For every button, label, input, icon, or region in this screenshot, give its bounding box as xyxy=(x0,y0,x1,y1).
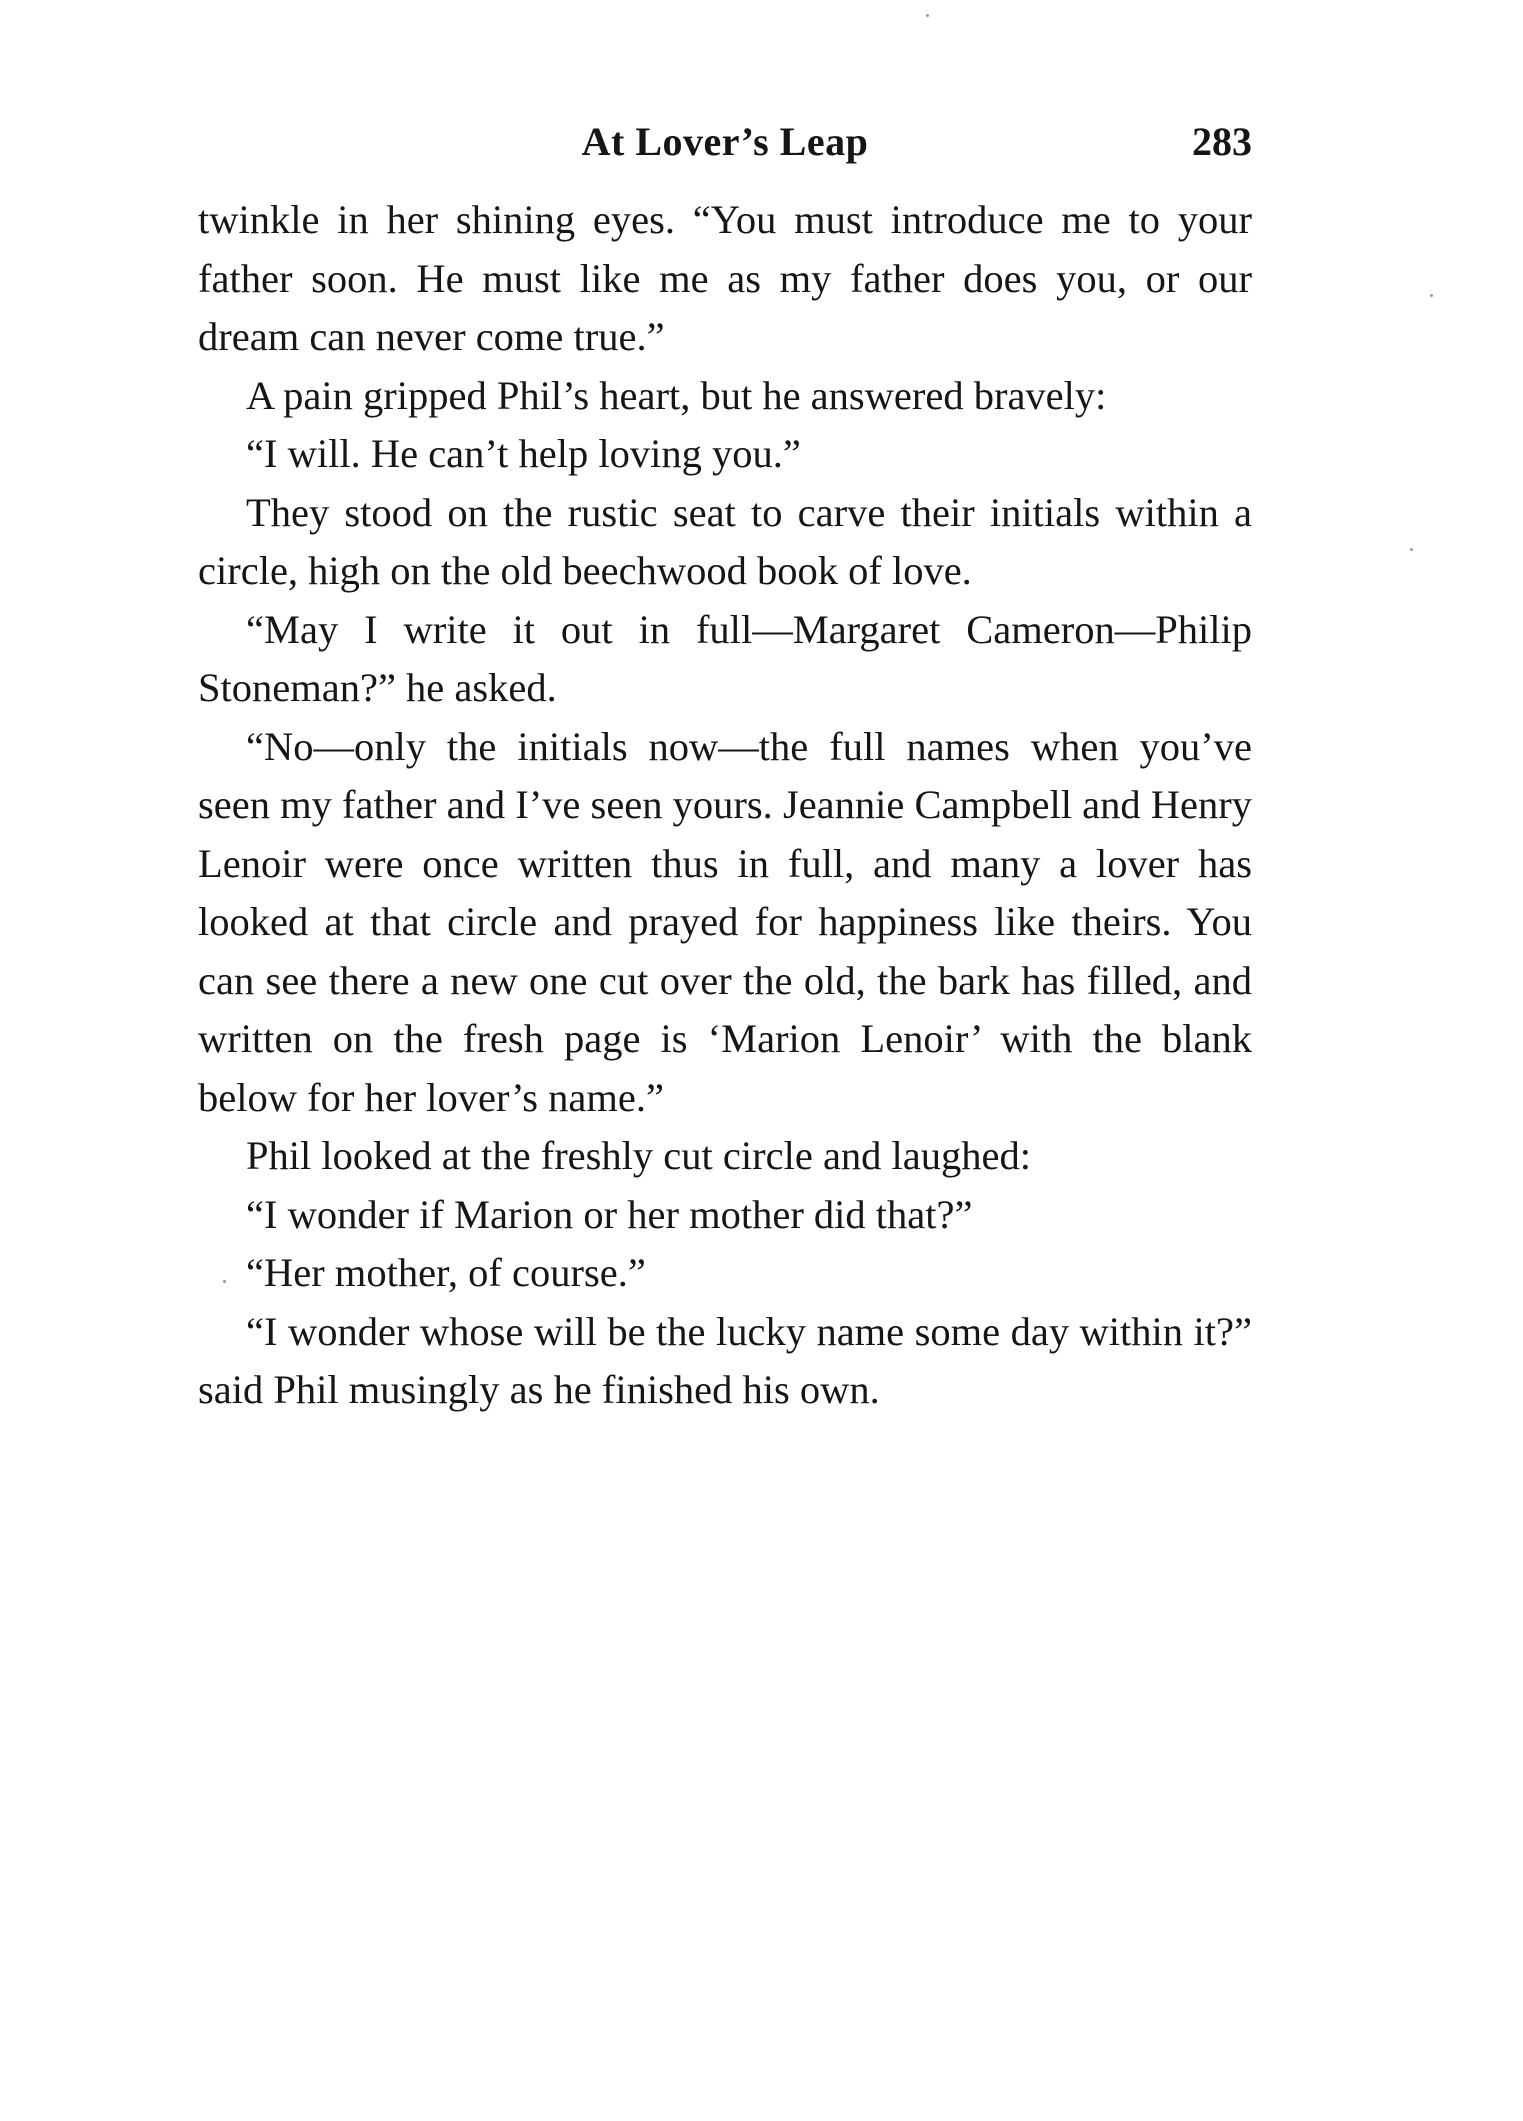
paragraph: “I will. He can’t help loving you.” xyxy=(246,431,801,476)
running-title: At Lover’s Leap xyxy=(581,119,869,164)
paragraph: They stood on the rustic seat to carve their initials within a circle, high on the old beechwood book of love. xyxy=(198,489,1252,593)
page-number: 283 xyxy=(1192,119,1252,164)
running-head xyxy=(198,112,1252,172)
scan-speck xyxy=(926,14,929,17)
paragraph: Phil looked at the freshly cut circle and laughed: xyxy=(246,1133,1032,1178)
paragraph: “Her mother, of course.” xyxy=(246,1250,646,1295)
paragraph: “I wonder if Marion or her mother did that?” xyxy=(246,1191,973,1237)
scan-speck xyxy=(1410,548,1413,551)
body-text xyxy=(198,191,1252,1420)
scan-speck xyxy=(1430,294,1433,297)
paragraph-continued: twinkle in her shining eyes. “You must introduce me to your father soon. He must like me as my father does you, or our dream can never come true.” xyxy=(198,197,1252,359)
scan-speck xyxy=(223,1280,226,1283)
paragraph: A pain gripped Phil’s heart, but he answered bravely: xyxy=(246,372,1107,418)
paragraph: “May I write it out in full—Margaret Cameron—Philip Stoneman?” he asked. xyxy=(198,606,1252,710)
paragraph: “I wonder whose will be the lucky name some day within it?” said Phil musingly as he finished his own. xyxy=(198,1308,1252,1412)
paragraph: “No—only the initials now—the full names when you’ve seen my father and I’ve seen yours. Jeannie Campbell and Henry Lenoir were once written thus in full, and many a lover has looked at that circle and prayed for happiness like theirs. You can see there a new one cut over the old, the bark has filled, and written on the fresh page is ‘Marion Lenoir’ with the blank below for her lover’s name.” xyxy=(198,723,1252,1120)
